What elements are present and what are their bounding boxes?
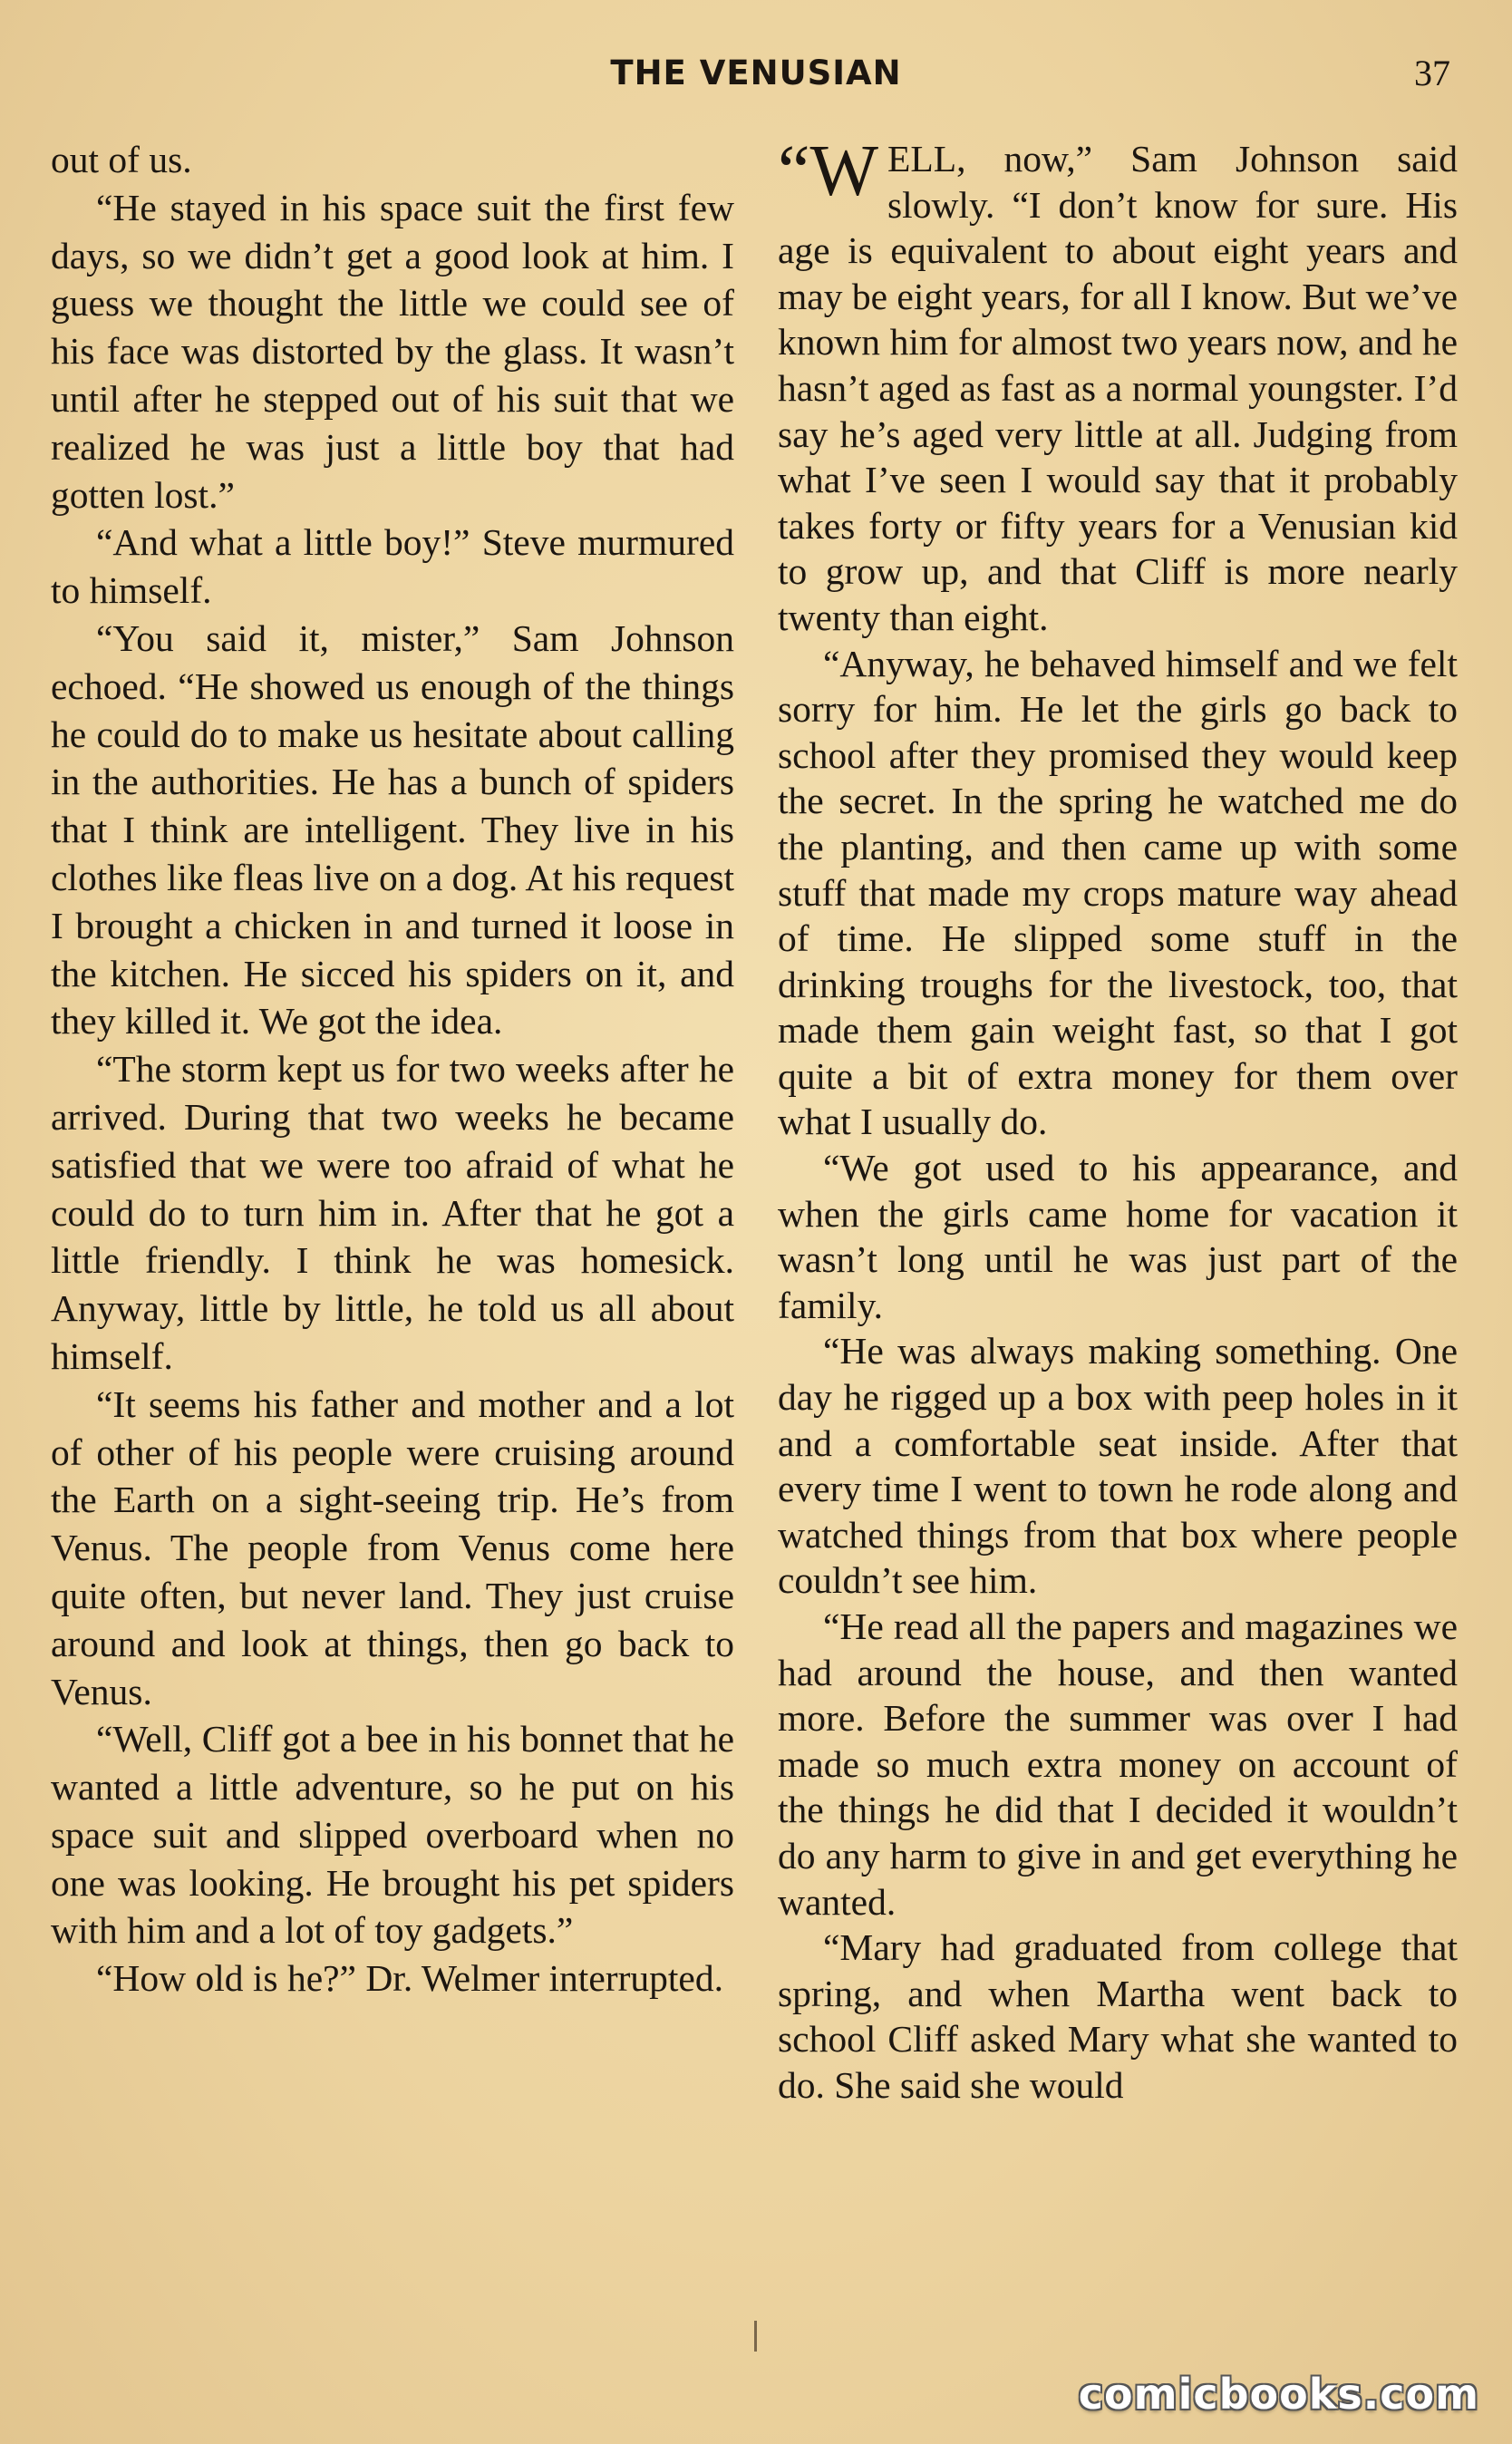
paragraph-with-drop-cap [778,131,1458,641]
gutter-mark [754,2321,757,2352]
paragraph: “He read all the papers and magazines we had around the house, and then wanted more. Before the summer was over I had made so much extra money on account of the things he did that I decided it wouldn’t do any harm to give in and get everything he wanted. [778,1605,1458,1923]
paragraph: out of us. [51,139,192,180]
paragraph: “And what a little boy!” Steve murmured to himself. [51,521,734,612]
right-column [778,131,1458,2109]
drop-cap: “W [778,131,879,211]
paragraph: “He was always making something. One day he rigged up a box with peep holes in it and a comfortable seat inside. After that every time I went to town he rode along and watched things from that box where people couldn’t see him. [778,1330,1458,1602]
paragraph: “You said it, mister,” Sam Johnson echoed. “He showed us enough of the things he could do to make us hesitate about calling in the authorities. He has a bunch of spiders that I think are intelligent. They live in his clothes like fleas live on a dog. At his request I brought a chicken in and turned it loose in the kitchen. He sicced his spiders on it, and they killed it. We got the idea. [51,616,734,1043]
paragraph: “The storm kept us for two weeks after he arrived. During that two weeks he became satisfied that we were too afraid of what he could do to turn him in. After that he got a little friendly. I think he was homesick. Anyway, little by little, he told us all about himself. [51,1048,734,1377]
left-column [51,136,734,2003]
paragraph: “Mary had graduated from college that spring, and when Martha went back to school Cliff asked Mary what she wanted to do. She said she would [778,1926,1458,2106]
paragraph: “It seems his father and mother and a lot of other of his people were cruising around the Earth on a sight-seeing trip. He’s from Venus. The people from Venus come here quite often, but never land. They just cruise around and look at things, then go back to Venus. [51,1382,734,1712]
page-number: 37 [1414,53,1450,93]
paragraph: “How old is he?” Dr. Welmer interrupted. [96,1957,723,2000]
running-head [0,51,1512,96]
paragraph: “He stayed in his space suit the first few days, so we didn’t get a good look at him. I guess we thought the little we could see of his face was distorted by the glass. It wasn’t until after he stepped out of his suit that we realized he was just a little boy that had gotten lost.” [51,186,734,516]
paragraph: “Well, Cliff got a bee in his bonnet that he wanted a little adventure, so he put on his space suit and slipped overboard when no one was looking. He brought his pet spiders with him and a lot of toy gadgets.” [51,1718,734,1952]
page-title: THE VENUSIAN [610,53,902,92]
watermark: comicbooks.com [1078,2370,1479,2419]
paragraph: “Anyway, he behaved himself and we felt sorry for him. He let the girls go back to school after they promised they would keep the secret. In the spring he watched me do the planting, and then came up with some stuff that made my crops mature way ahead of time. He slipped some stuff in the drinking troughs for the livestock, too, that made them gain weight fast, so that I got quite a bit of extra money for them over what I usually do. [778,642,1458,1143]
paragraph-text: ELL, now,” Sam Johnson said slowly. “I don’t know for sure. His age is equivalent to about eight years and may be eight years, for all I know. But we’ve known him for almost two years now, and he hasn’t aged as fast as a normal youngster. I’d say he’s aged very little at all. Judging from what I’ve seen I would say that it probably takes forty or fifty years for a Venusian kid to grow up, and that Cliff is more nearly twenty than eight. [778,138,1458,638]
paragraph: “We got used to his appearance, and when the girls came home for vacation it wasn’t long until he was just part of the family. [778,1147,1458,1326]
